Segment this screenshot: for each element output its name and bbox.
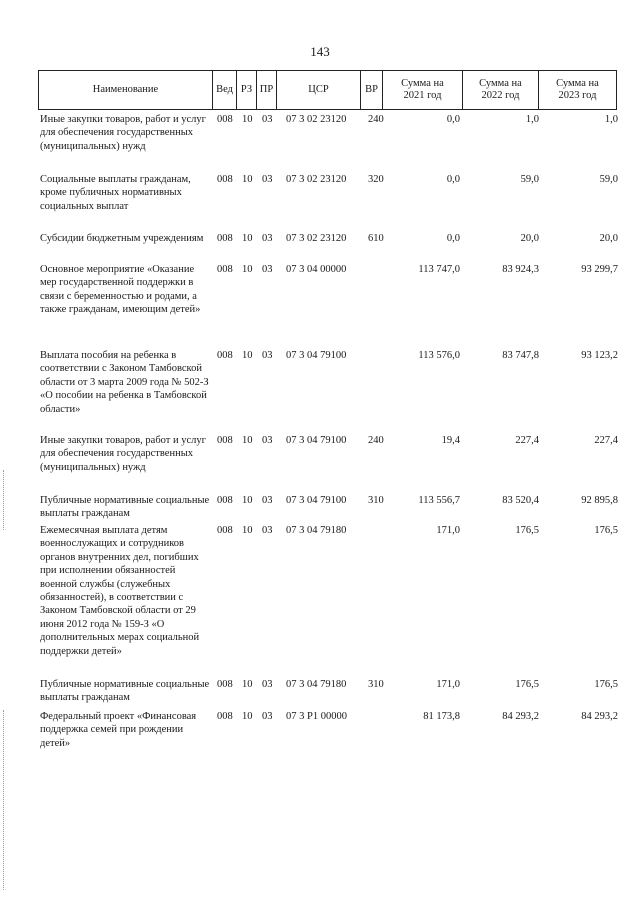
row-csr: 07 3 P1 00000 <box>286 711 347 722</box>
row-sum-2022: 176,5 <box>515 525 539 536</box>
scan-margin-mark <box>3 710 5 890</box>
row-sum-2023: 84 293,2 <box>581 711 618 722</box>
row-vr: 310 <box>368 679 384 690</box>
header-vr: ВР <box>361 70 383 110</box>
row-sum-2022: 83 747,8 <box>502 350 539 361</box>
row-sum-2021: 113 747,0 <box>418 264 460 275</box>
row-rz: 10 <box>242 264 253 275</box>
row-sum-2023: 176,5 <box>594 525 618 536</box>
row-sum-2021: 113 556,7 <box>418 495 460 506</box>
header-name: Наименование <box>38 70 213 110</box>
row-csr: 07 3 04 79100 <box>286 495 347 506</box>
row-rz: 10 <box>242 495 253 506</box>
row-sum-2022: 176,5 <box>515 679 539 690</box>
row-rz: 10 <box>242 711 253 722</box>
row-pr: 03 <box>262 679 273 690</box>
row-sum-2023: 1,0 <box>604 114 618 125</box>
row-sum-2021: 81 173,8 <box>423 711 460 722</box>
row-vr: 610 <box>368 233 384 244</box>
row-sum-2021: 0,0 <box>446 174 460 185</box>
row-csr: 07 3 02 23120 <box>286 114 347 125</box>
row-ved: 008 <box>217 679 233 690</box>
row-vr: 240 <box>368 114 384 125</box>
row-ved: 008 <box>217 174 233 185</box>
row-vr: 240 <box>368 435 384 446</box>
row-sum-2022: 83 924,3 <box>502 264 539 275</box>
row-rz: 10 <box>242 525 253 536</box>
row-csr: 07 3 04 79180 <box>286 525 347 536</box>
row-vr: 320 <box>368 174 384 185</box>
row-ved: 008 <box>217 711 233 722</box>
row-sum-2023: 92 895,8 <box>581 495 618 506</box>
row-ved: 008 <box>217 114 233 125</box>
row-name: Публичные нормативные социальные выплаты гражданам <box>40 495 210 520</box>
row-pr: 03 <box>262 525 273 536</box>
row-name: Федеральный проект «Финансовая поддержка семей при рождении детей» <box>40 711 197 749</box>
row-name: Иные закупки товаров, работ и услуг для обеспечения государственных (муниципальных) нужд <box>40 435 206 473</box>
row-sum-2022: 20,0 <box>520 233 539 244</box>
row-csr: 07 3 04 00000 <box>286 264 347 275</box>
row-name: Ежемесячная выплата детям военнослужащих и сотрудников органов внутренних дел, погибших при исполнении обязанностей военной службы (служебных обязанностей), в соответствии с Законом Тамбовской области от 29 июня 2012 года № 159-З «О дополнительных мерах социальной поддержки детей» <box>40 525 200 657</box>
row-sum-2021: 113 576,0 <box>418 350 460 361</box>
row-name: Субсидии бюджетным учреждениям <box>40 233 204 244</box>
row-sum-2023: 227,4 <box>594 435 618 446</box>
row-rz: 10 <box>242 679 253 690</box>
row-sum-2023: 176,5 <box>594 679 618 690</box>
row-sum-2021: 171,0 <box>436 525 460 536</box>
header-sum-2021: Сумма на 2021 год <box>383 70 463 110</box>
row-sum-2021: 19,4 <box>441 435 460 446</box>
header-rz: РЗ <box>237 70 257 110</box>
row-sum-2022: 84 293,2 <box>502 711 539 722</box>
row-rz: 10 <box>242 233 253 244</box>
row-name: Выплата пособия на ребенка в соответствии с Законом Тамбовской области от 3 марта 2009 года № 502-З «О пособии на ребенка в Тамбовской области» <box>40 350 209 415</box>
row-pr: 03 <box>262 264 273 275</box>
row-sum-2023: 59,0 <box>599 174 618 185</box>
row-name: Публичные нормативные социальные выплаты гражданам <box>40 679 210 704</box>
row-sum-2022: 59,0 <box>520 174 539 185</box>
row-csr: 07 3 04 79180 <box>286 679 347 690</box>
row-ved: 008 <box>217 435 233 446</box>
header-ved: Вед <box>213 70 237 110</box>
row-ved: 008 <box>217 525 233 536</box>
row-csr: 07 3 02 23120 <box>286 233 347 244</box>
row-rz: 10 <box>242 350 253 361</box>
row-name: Социальные выплаты гражданам, кроме публичных нормативных социальных выплат <box>40 174 191 212</box>
row-rz: 10 <box>242 114 253 125</box>
row-sum-2022: 227,4 <box>515 435 539 446</box>
row-pr: 03 <box>262 350 273 361</box>
row-ved: 008 <box>217 264 233 275</box>
header-sum-2022: Сумма на 2022 год <box>463 70 539 110</box>
row-rz: 10 <box>242 435 253 446</box>
header-pr: ПР <box>257 70 277 110</box>
row-pr: 03 <box>262 435 273 446</box>
row-pr: 03 <box>262 711 273 722</box>
row-ved: 008 <box>217 495 233 506</box>
row-pr: 03 <box>262 495 273 506</box>
row-vr: 310 <box>368 495 384 506</box>
row-sum-2023: 93 299,7 <box>581 264 618 275</box>
row-name: Иные закупки товаров, работ и услуг для обеспечения государственных (муниципальных) нужд <box>40 114 206 152</box>
row-sum-2023: 20,0 <box>599 233 618 244</box>
row-sum-2021: 0,0 <box>446 233 460 244</box>
row-name: Основное мероприятие «Оказание мер государственной поддержки в связи с беременностью и родами, а также гражданам, имеющим детей» <box>40 264 201 316</box>
scan-margin-mark <box>3 470 5 530</box>
row-sum-2022: 1,0 <box>525 114 539 125</box>
row-rz: 10 <box>242 174 253 185</box>
row-pr: 03 <box>262 114 273 125</box>
row-sum-2021: 171,0 <box>436 679 460 690</box>
row-sum-2021: 0,0 <box>446 114 460 125</box>
page-number: 143 <box>310 44 330 59</box>
row-sum-2023: 93 123,2 <box>581 350 618 361</box>
row-pr: 03 <box>262 174 273 185</box>
row-pr: 03 <box>262 233 273 244</box>
row-ved: 008 <box>217 350 233 361</box>
row-csr: 07 3 04 79100 <box>286 350 347 361</box>
row-csr: 07 3 04 79100 <box>286 435 347 446</box>
row-ved: 008 <box>217 233 233 244</box>
row-csr: 07 3 02 23120 <box>286 174 347 185</box>
row-sum-2022: 83 520,4 <box>502 495 539 506</box>
header-sum-2023: Сумма на 2023 год <box>539 70 617 110</box>
header-csr: ЦСР <box>277 70 361 110</box>
